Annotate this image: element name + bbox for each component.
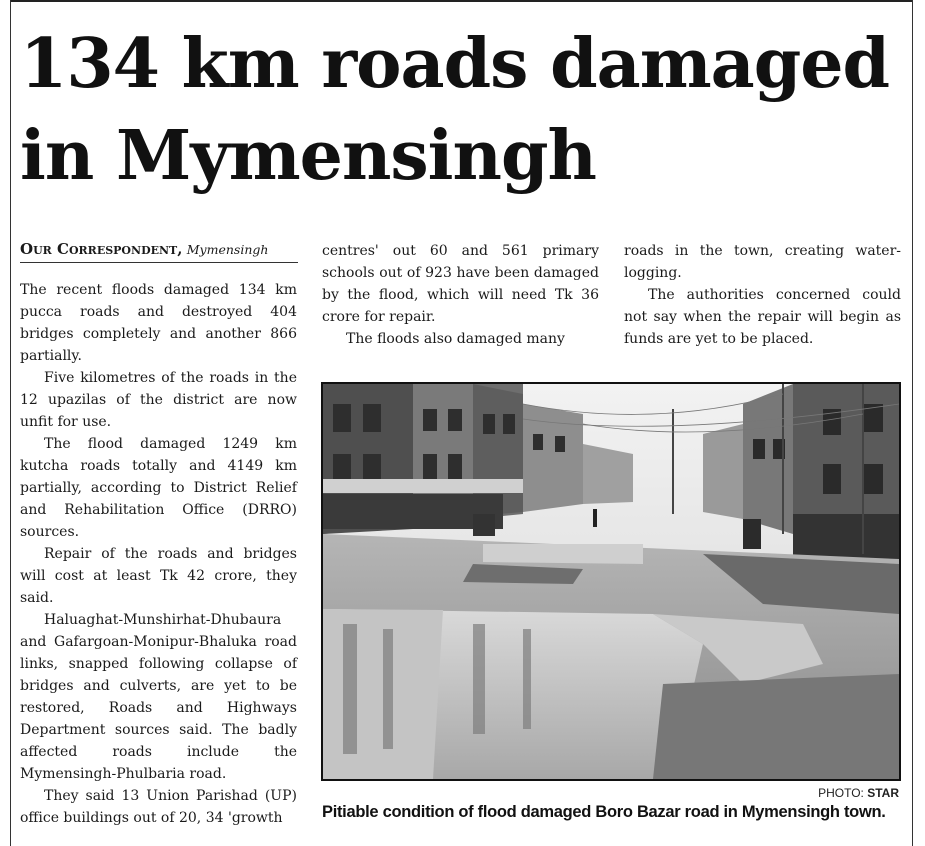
byline-author: Our Correspondent, (20, 240, 183, 258)
paragraph: They said 13 Union Parishad (UP) office buildings out of 20, 34 'growth (20, 788, 297, 826)
byline (20, 240, 298, 263)
byline-location: Mymensingh (186, 242, 269, 257)
flooded-street-photo (323, 384, 899, 779)
article-column-3 (624, 240, 901, 350)
headline (20, 18, 910, 202)
headline-line-2: in Mymensingh (20, 116, 596, 196)
left-column-rule (10, 0, 11, 846)
paragraph: roads in the town, creating water-logging. (624, 243, 901, 281)
paragraph: centres' out 60 and 561 primary schools out of 923 have been damaged by the flood, which will need Tk 36 crore for repair. (322, 243, 599, 325)
article-column-2 (322, 240, 599, 350)
photo-credit-prefix: PHOTO: (818, 786, 868, 800)
paragraph: The floods also damaged many (346, 331, 565, 347)
photo-credit-source: STAR (867, 786, 899, 800)
photo-caption: Pitiable condition of flood damaged Boro Bazar road in Mymensingh town. (322, 803, 886, 821)
paragraph: Five kilometres of the roads in the 12 upazilas of the district are now unfit for use. (20, 370, 297, 430)
news-photo (321, 382, 901, 781)
paragraph: The recent floods damaged 134 km pucca roads and destroyed 404 bridges completely and another 866 partially. (20, 282, 297, 364)
top-rule (10, 0, 913, 2)
paragraph: The flood damaged 1249 km kutcha roads totally and 4149 km partially, according to District Relief and Rehabilitation Office (DRRO) sources. (20, 436, 297, 540)
photo-credit (700, 786, 899, 800)
article-column-1 (20, 279, 297, 829)
right-column-rule (912, 0, 913, 846)
paragraph: Haluaghat-Munshirhat-Dhubaura and Gafargoan-Monipur-Bhaluka road links, snapped following collapse of bridges and culverts, are yet to be restored, Roads and Highways Department sources said. The badly affected roads include the Mymensingh-Phulbaria road. (20, 612, 297, 782)
paragraph: Repair of the roads and bridges will cost at least Tk 42 crore, they said. (20, 546, 297, 606)
headline-line-1: 134 km roads damaged (20, 24, 890, 104)
paragraph: The authorities concerned could not say when the repair will begin as funds are yet to be placed. (624, 287, 901, 347)
